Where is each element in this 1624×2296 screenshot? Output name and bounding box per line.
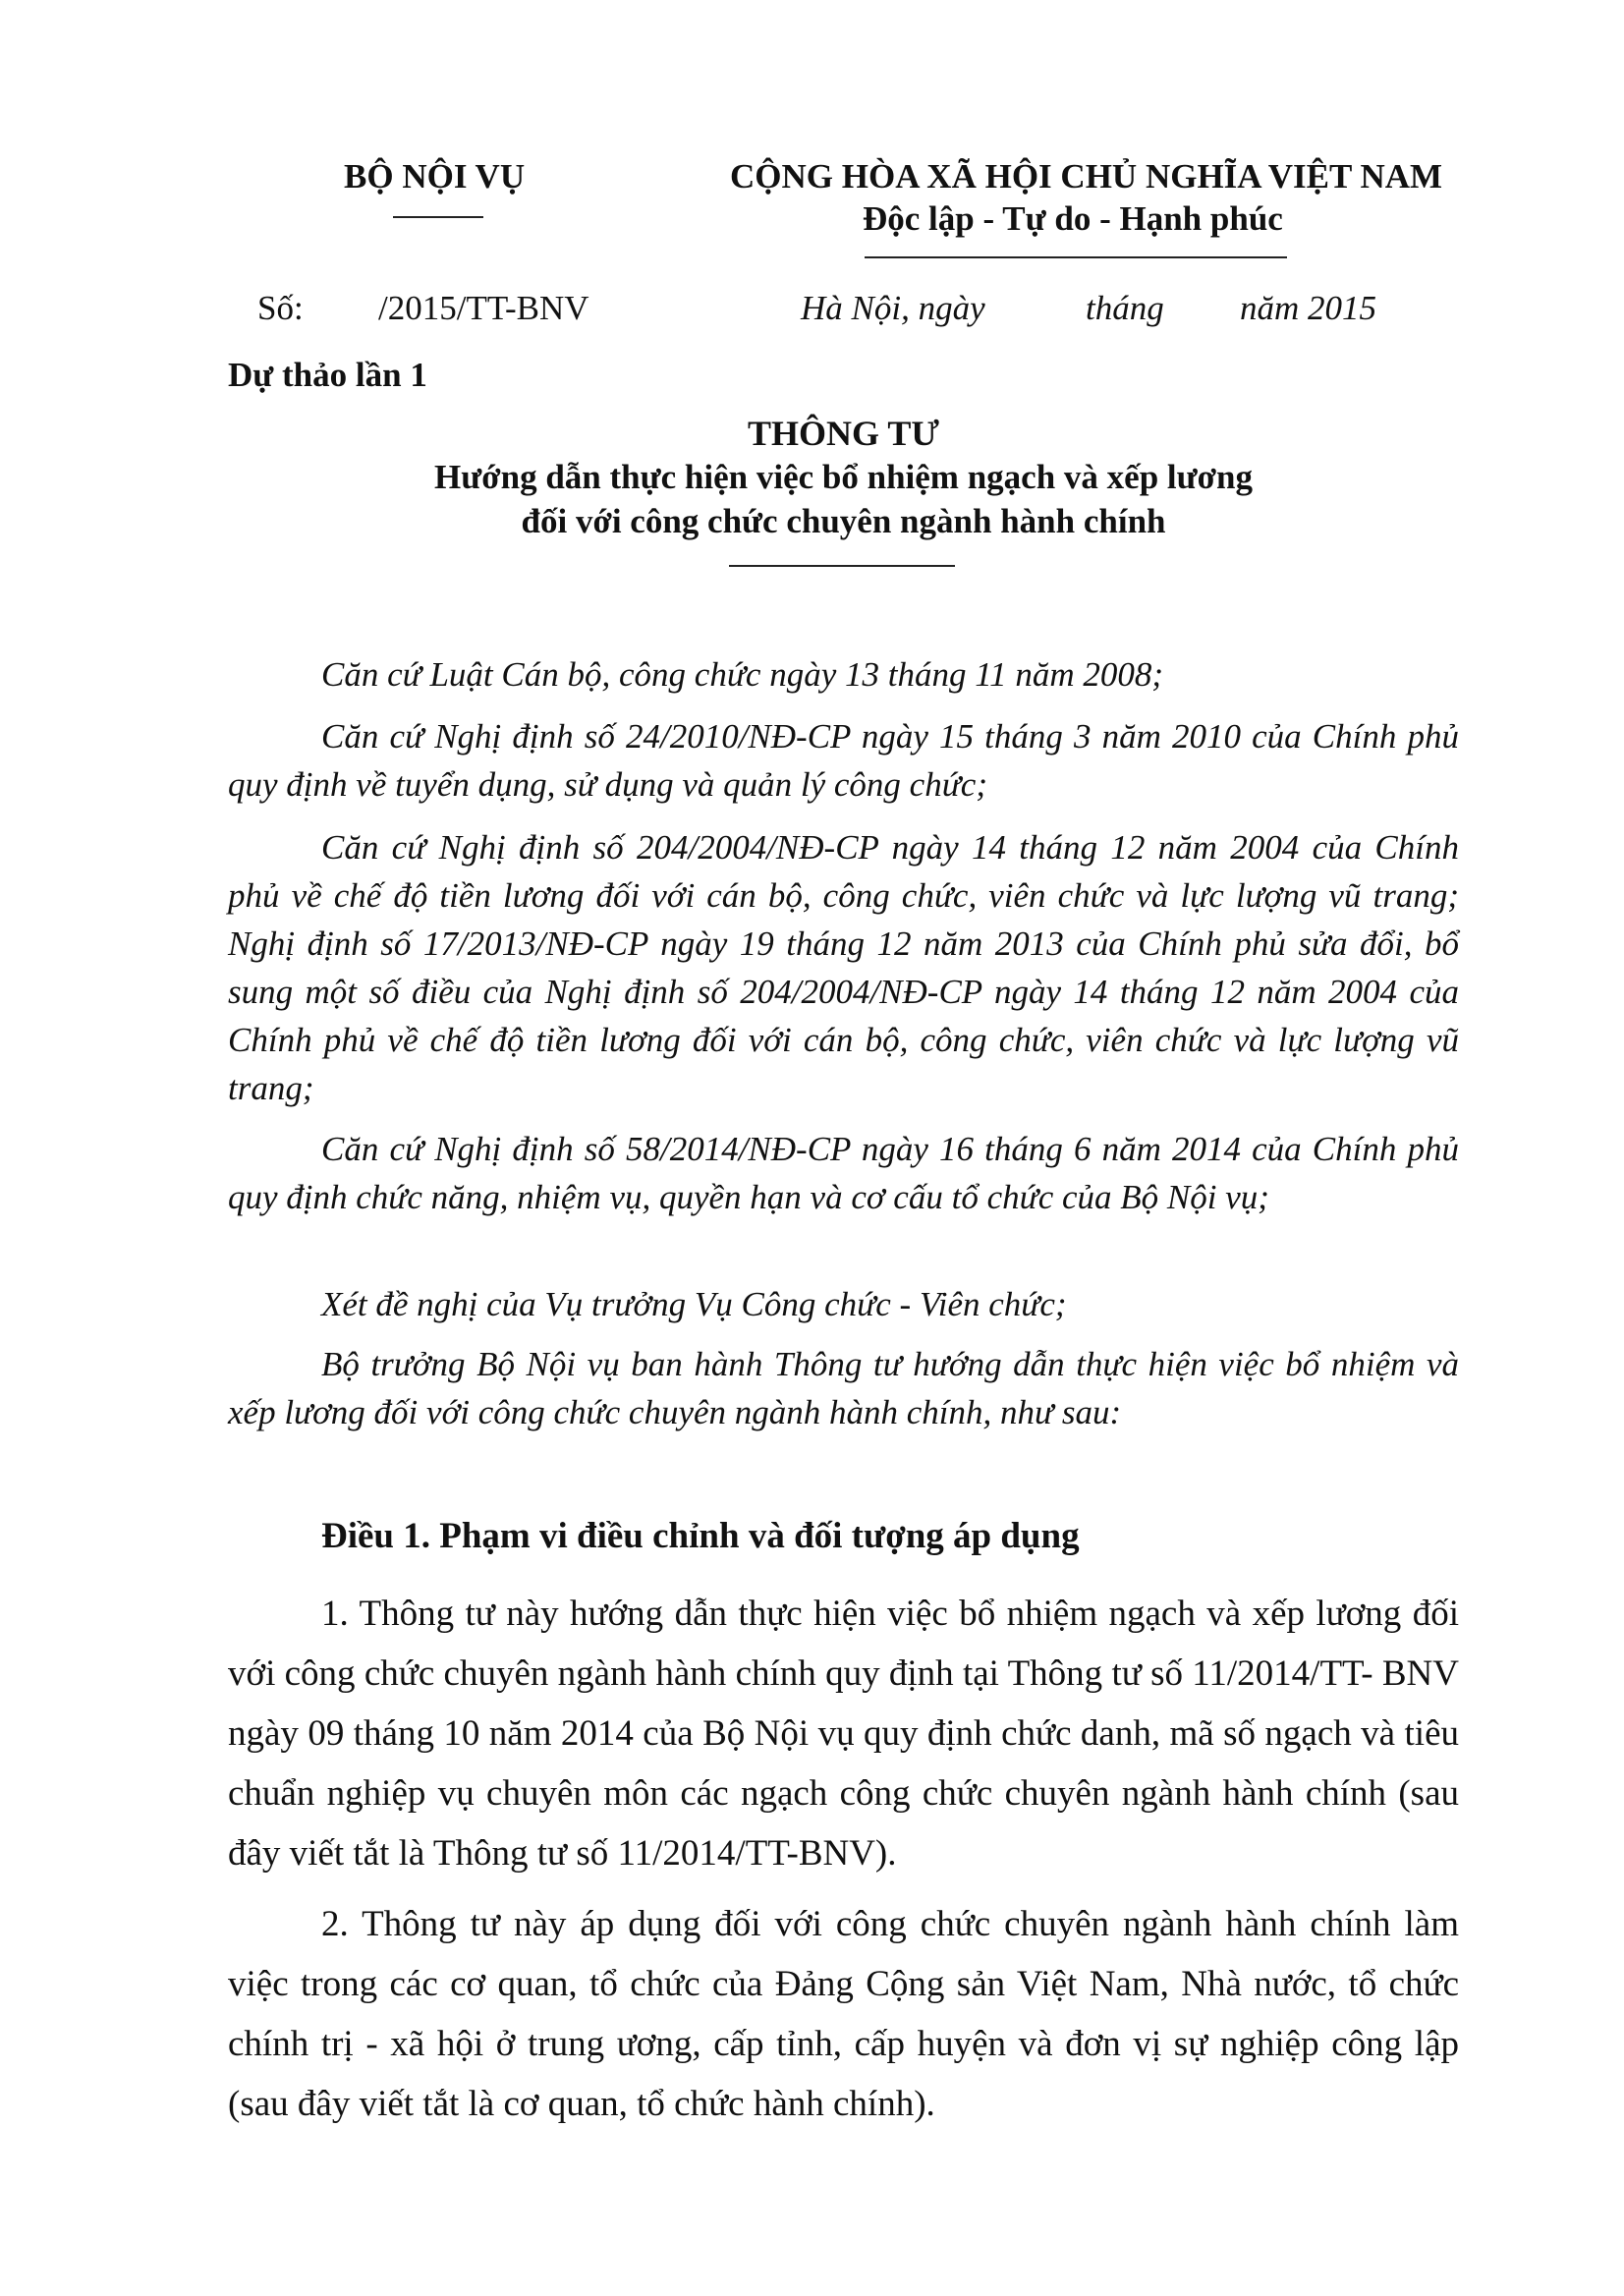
article-1-clause-1: 1. Thông tư này hướng dẫn thực hiện việc bổ nhiệm ngạch và xếp lương đối với công chức chuyên ngành hành chính quy định tại Thông tư số 11/2014/TT- BNV ngày 09 tháng 10 năm 2014 của Bộ Nội vụ quy định chức danh, mã số ngạch và tiêu chuẩn nghiệp vụ chuyên môn các ngạch công chức chuyên ngành hành chính (sau đây viết tắt là Thông tư số 11/2014/TT-BNV).	[228, 1594, 1459, 1874]
document-number-label: Số:	[257, 289, 304, 327]
preamble-promulgation: Bộ trưởng Bộ Nội vụ ban hành Thông tư hướng dẫn thực hiện việc bổ nhiệm và xếp lương đối với công chức chuyên ngành hành chính, như sau:	[228, 1345, 1459, 1431]
article-1-clause-2: 2. Thông tư này áp dụng đối với công chức chuyên ngành hành chính làm việc trong các cơ quan, tổ chức của Đảng Cộng sản Việt Nam, Nhà nước, tổ chức chính trị - xã hội ở trung ương, cấp tỉnh, cấp huyện và đơn vị sự nghiệp công lập (sau đây viết tắt là cơ quan, tổ chức hành chính).	[228, 1904, 1459, 2124]
motto-underline	[865, 256, 1287, 258]
document-title-line1: Hướng dẫn thực hiện việc bổ nhiệm ngạch và xếp lương	[434, 458, 1253, 496]
preamble-proposal: Xét đề nghị của Vụ trưởng Vụ Công chức - Viên chức;	[321, 1285, 1067, 1323]
preamble-decree-58: Căn cứ Nghị định số 58/2014/NĐ-CP ngày 16 tháng 6 năm 2014 của Chính phủ quy định chức năng, nhiệm vụ, quyền hạn và cơ cấu tổ chức của Bộ Nội vụ;	[228, 1130, 1459, 1216]
document-title-line2: đối với công chức chuyên ngành hành chính	[521, 502, 1166, 540]
national-motto: Độc lập - Tự do - Hạnh phúc	[863, 199, 1283, 238]
article-1-heading: Điều 1. Phạm vi điều chỉnh và đối tượng áp dụng	[321, 1516, 1080, 1556]
document-type: THÔNG TƯ	[747, 414, 940, 453]
ministry-name: BỘ NỘI VỤ	[344, 157, 526, 196]
month-label: tháng	[1086, 289, 1164, 327]
title-underline	[729, 565, 955, 567]
preamble-decree-204-17: Căn cứ Nghị định số 204/2004/NĐ-CP ngày 14 tháng 12 năm 2004 của Chính phủ về chế độ tiền lương đối với cán bộ, công chức, viên chức và lực lượng vũ trang; Nghị định số 17/2013/NĐ-CP ngày 19 tháng 12 năm 2013 của Chính phủ sửa đổi, bổ sung một số điều của Nghị định số 204/2004/NĐ-CP ngày 14 tháng 12 năm 2004 của Chính phủ về chế độ tiền lương đối với cán bộ, công chức, viên chức và lực lượng vũ trang;	[228, 828, 1459, 1107]
nation-name: CỘNG HÒA XÃ HỘI CHỦ NGHĨA VIỆT NAM	[730, 157, 1443, 196]
preamble-decree-24: Căn cứ Nghị định số 24/2010/NĐ-CP ngày 15 tháng 3 năm 2010 của Chính phủ quy định về tuyển dụng, sử dụng và quản lý công chức;	[228, 717, 1459, 804]
place-date: Hà Nội, ngày	[801, 289, 985, 327]
preamble-law: Căn cứ Luật Cán bộ, công chức ngày 13 tháng 11 năm 2008;	[321, 655, 1164, 694]
ministry-underline	[393, 216, 483, 218]
draft-label: Dự thảo lần 1	[228, 356, 427, 394]
document-number: /2015/TT-BNV	[378, 289, 589, 327]
year-label: năm 2015	[1240, 289, 1377, 327]
